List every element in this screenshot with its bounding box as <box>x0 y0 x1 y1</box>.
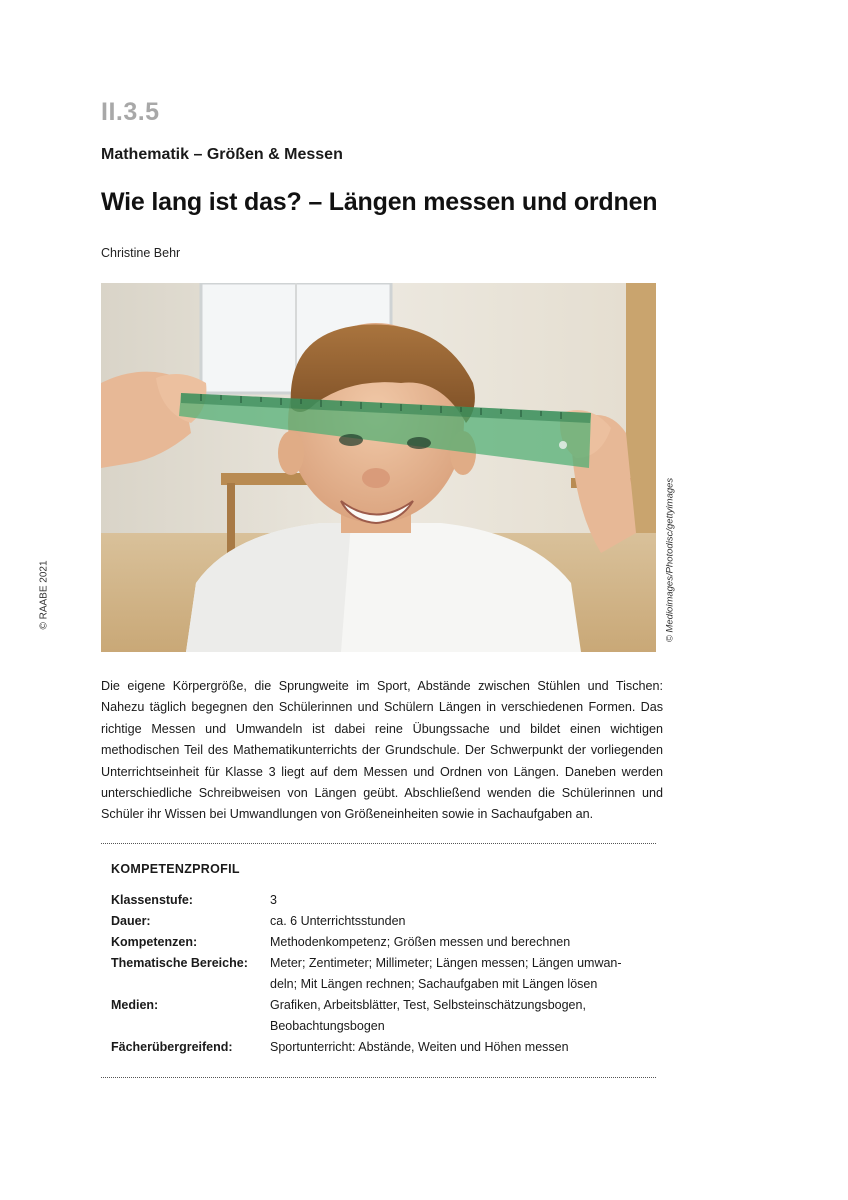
profile-value-line: 3 <box>270 893 277 907</box>
profile-row-grade <box>111 890 651 911</box>
profile-label: Klassenstufe: <box>111 893 193 907</box>
profile-value <box>270 911 651 932</box>
profile-row-topics <box>111 953 651 995</box>
profile-value <box>270 890 651 911</box>
cover-photo <box>101 283 656 652</box>
competence-profile-heading: KOMPETENZPROFIL <box>111 862 240 876</box>
profile-value-line: ca. 6 Unterrichtsstunden <box>270 914 406 928</box>
author-name: Christine Behr <box>101 246 181 260</box>
profile-value-line: Sportunterricht: Abstände, Weiten und Höhen messen <box>270 1040 569 1054</box>
side-copyright: © RAABE 2021 <box>38 560 50 630</box>
intro-paragraph: Die eigene Körpergröße, die Sprungweite im Sport, Abstände zwischen Stühlen und Tischen: Nahezu täglich begegnen den Schülerinnen und Schülern Längen in verschiedenen Formen. Das richtige Messen und Umwandeln ist dabei reine Übungssache und bildet einen wichtigen methodischen Teil des Mathematikunterrichts der Grundschule. Der Schwerpunkt der vorliegenden Unterrichtseinheit für Klasse 3 liegt auf dem Messen und Ordnen von Längen. Daneben werden unterschiedliche Schreibweisen von Längen geübt. Abschließend wenden die Schülerinnen und Schüler ihr Wissen bei Umwandlungen von Größeneinheiten sowie in Sachaufgaben an. <box>101 679 663 822</box>
profile-row-competences <box>111 932 651 953</box>
divider-top <box>101 843 656 844</box>
page-title: Wie lang ist das? – Längen messen und ordnen <box>101 188 658 216</box>
competence-profile-table <box>111 890 651 1058</box>
profile-value-line: Meter; Zentimeter; Millimeter; Längen messen; Längen umwan- <box>270 956 622 970</box>
photo-credit: © Medioimages/Photodisc/gettyimages <box>664 477 676 643</box>
profile-row-duration <box>111 911 651 932</box>
profile-label: Medien: <box>111 998 159 1012</box>
profile-value <box>270 932 651 953</box>
profile-label: Fächerübergreifend: <box>111 1040 233 1054</box>
profile-value-line: Grafiken, Arbeitsblätter, Test, Selbsteinschätzungsbogen, <box>270 998 586 1012</box>
profile-row-media <box>111 995 651 1037</box>
profile-value <box>270 953 651 995</box>
profile-value-line: Methodenkompetenz; Größen messen und berechnen <box>270 935 571 949</box>
profile-label: Kompetenzen: <box>111 935 198 949</box>
profile-value-line: Beobachtungsbogen <box>270 1019 385 1033</box>
profile-value <box>270 995 651 1037</box>
profile-value-line: deln; Mit Längen rechnen; Sachaufgaben mit Längen lösen <box>270 977 598 991</box>
profile-label: Dauer: <box>111 914 151 928</box>
divider-bottom <box>101 1077 656 1078</box>
boy-with-ruler-illustration <box>101 283 656 652</box>
unit-code: II.3.5 <box>101 98 160 126</box>
profile-row-interdisciplinary <box>111 1037 651 1058</box>
subject-line: Mathematik – Größen & Messen <box>101 146 343 163</box>
profile-value <box>270 1037 651 1058</box>
profile-label: Thematische Bereiche: <box>111 956 248 970</box>
